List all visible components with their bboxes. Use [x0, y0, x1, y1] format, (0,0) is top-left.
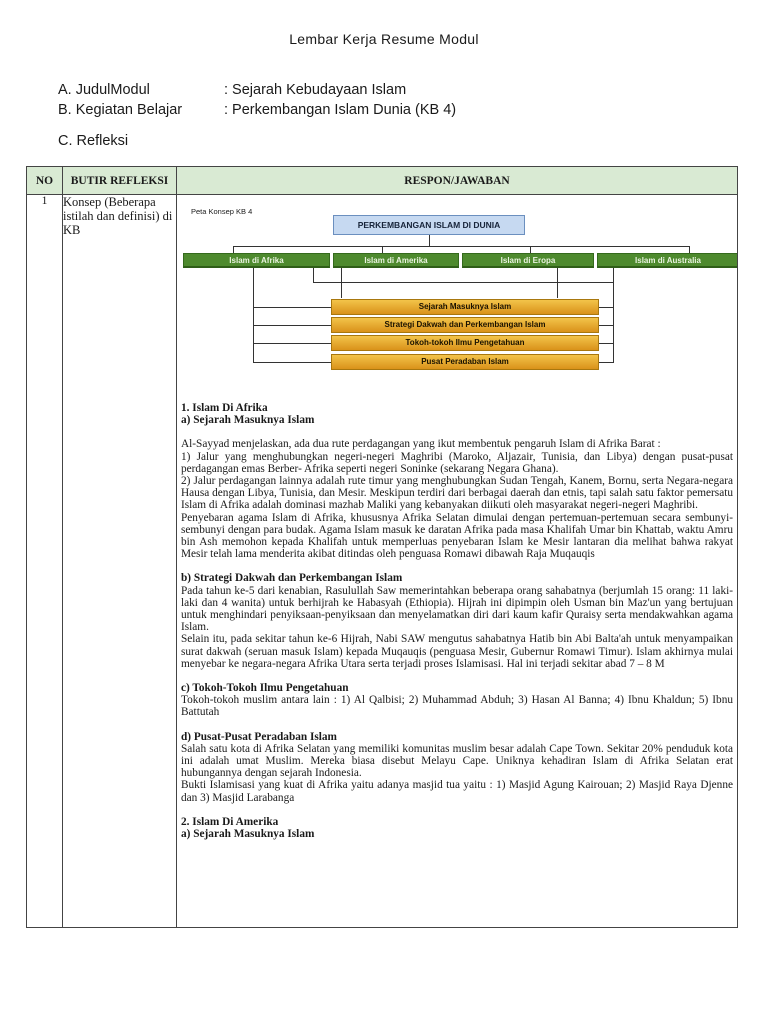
paragraph: Salah satu kota di Afrika Selatan yang memiliki komunitas muslim besar adalah Cape Town. Sekitar 20% penduduk kota ini adalah umat Muslim. Mereka biasa disebut Melayu Cape. Uniknya kehadiran Islam di Afrika Selatan erat hubungannya dengan sejarah Indonesia. — [181, 742, 733, 780]
concept-map-caption: Peta Konsep KB 4 — [191, 207, 253, 216]
header-respon: RESPON/JAWABAN — [177, 167, 738, 195]
region-node-amerika: Islam di Amerika — [333, 253, 459, 268]
topic-node-pusat: Pusat Peradaban Islam — [331, 354, 599, 370]
subheading-pusat: d) Pusat-Pusat Peradaban Islam — [181, 730, 337, 743]
reflection-table — [26, 166, 738, 928]
meta-b-value: : Perkembangan Islam Dunia (KB 4) — [224, 102, 457, 118]
meta-c-key: C. Refleksi — [58, 133, 129, 149]
topic-node-sejarah: Sejarah Masuknya Islam — [331, 299, 599, 315]
paragraph: Selain itu, pada sekitar tahun ke-6 Hijrah, Nabi SAW mengutus sahabatnya Hatib bin Abi Balta'ah untuk menyampaikan surat dakwah (seruan masuk Islam) kepada Muqauqis (penguasa Mesir, Gubernur Romawi Timur). Islam akhirnya mulai menyebar ke negara-negara Afrika Utara serta terjadi proses Islamisasi. Hal ini terjadi sekitar abad 7 – 8 M — [181, 633, 733, 670]
table-header-row — [27, 167, 738, 195]
table-row — [27, 195, 738, 928]
heading-islam-amerika: 2. Islam Di Amerika — [181, 815, 279, 828]
meta-reflection — [58, 133, 128, 149]
paragraph: 1) Jalur yang menghubungkan negeri-negeri Maghribi (Maroko, Aljazair, Tunisia, dan Libya) dengan pusat-pusat perdagangan emas Berber- Afrika seperti negeri Soninke (sekarang Negara Ghana). — [181, 450, 733, 475]
region-node-afrika: Islam di Afrika — [183, 253, 330, 268]
row-response — [177, 195, 738, 928]
paragraph: 2) Jalur perdagangan lainnya adalah rute timur yang menghubungkan Sudan Tengah, Kanem, Bornu, serta Negara-negara Hausa dengan Libya, Tunisia, dan Mesir. Meskipun terdiri dari berbagai daerah dan etnis, tapi salah satu faktor pemersatu Islam di Afrika adalah dominasi mazhab Maliki yang kebanyakan diikuti oleh masyarakat negeri-negeri Maghribi. — [181, 475, 733, 512]
meta-module-title — [58, 82, 406, 98]
meta-a-value: : Sejarah Kebudayaan Islam — [224, 82, 407, 98]
paragraph: Tokoh-tokoh muslim antara lain : 1) Al Qalbisi; 2) Muhammad Abduh; 3) Hasan Al Banna; 4) Ibnu Khaldun; 5) Ibnu Battutah — [181, 694, 733, 719]
subheading-sejarah: a) Sejarah Masuknya Islam — [181, 414, 315, 427]
header-butir: BUTIR REFLEKSI — [63, 167, 177, 195]
region-node-eropa: Islam di Eropa — [462, 253, 594, 268]
paragraph: Al-Sayyad menjelaskan, ada dua rute perdagangan yang ikut membentuk pengaruh Islam di Afrika Barat : — [181, 438, 661, 451]
meta-b-key: B. Kegiatan Belajar — [58, 102, 183, 118]
header-no: NO — [27, 167, 63, 195]
response-body — [181, 402, 733, 840]
subheading-tokoh: c) Tokoh-Tokoh Ilmu Pengetahuan — [181, 682, 349, 695]
concept-map-main-node: PERKEMBANGAN ISLAM DI DUNIA — [333, 215, 525, 235]
topic-node-strategi: Strategi Dakwah dan Perkembangan Islam — [331, 317, 599, 333]
document-title: Lembar Kerja Resume Modul — [289, 31, 479, 47]
row-butir: Konsep (Beberapa istilah dan definisi) di KB — [63, 195, 177, 928]
paragraph: Bukti Islamisasi yang kuat di Afrika yaitu adanya masjid tua yaitu : 1) Masjid Agung Kairouan; 2) Masjid Raya Djenne dan 3) Masjid Larabanga — [181, 779, 733, 804]
row-number: 1 — [27, 195, 63, 928]
subheading-sejarah-amerika: a) Sejarah Masuknya Islam — [181, 828, 315, 841]
heading-islam-afrika: 1. Islam Di Afrika — [181, 402, 268, 414]
paragraph: Pada tahun ke-5 dari kenabian, Rasulullah Saw memerintahkan beberapa orang sahabatnya (berjumlah 15 orang: 11 laki-laki dan 4 wanita) untuk berhijrah ke Habasyah (Ethiopia). Hijrah ini dipimpin oleh Usman bin Maz'un yang bertujuan untuk menghindari penyiksaan-penyiksaan dan menyelamatkan diri dari kaum kafir Quraisy serta mendakwahkan agama Islam. — [181, 584, 733, 634]
paragraph: Penyebaran agama Islam di Afrika, khususnya Afrika Selatan dimulai dengan pertemuan-pertemuan secara sembunyi-sembunyi dengan para budak. Agama Islam masuk ke daratan Afrika pada masa Khalifah Umar bin Khattab, waktu Amru bin Ash memohon kepada Khalifah untuk memperluas penyebaran Islam ke Mesir lantaran dia melihat bahwa rakyat Mesir telah lama menderita akibat ditindas oleh penguasa Romawi dibawah Raja Muqauqis — [181, 511, 733, 561]
meta-learning-activity — [58, 102, 456, 118]
topic-node-tokoh: Tokoh-tokoh Ilmu Pengetahuan — [331, 335, 599, 351]
region-node-australia: Islam di Australia — [597, 253, 738, 268]
concept-map — [181, 195, 738, 380]
meta-a-key: A. JudulModul — [58, 82, 150, 98]
subheading-strategi: b) Strategi Dakwah dan Perkembangan Islam — [181, 572, 403, 585]
